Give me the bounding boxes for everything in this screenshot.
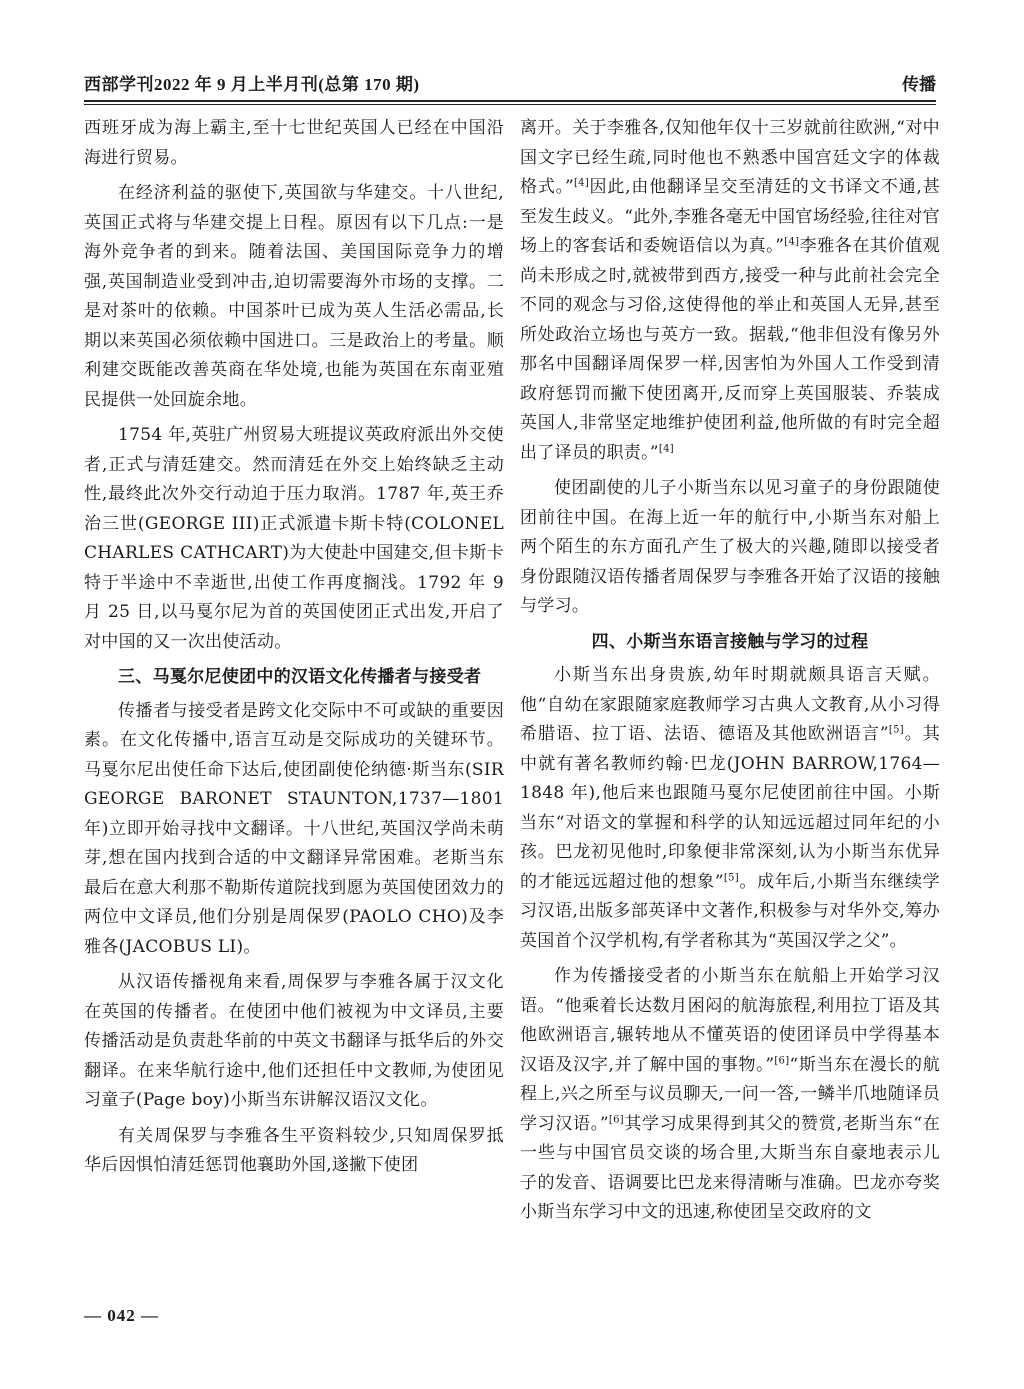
paragraph: 从汉语传播视角来看,周保罗与李雅各属于汉文化在英国的传播者。在使团中他们被视为中文译员,主要传播活动是负责赴华前的中英文书翻译与抵华后的外交翻译。在来华航行途中,他们还担任中文教师,为使团见习童子(Page boy)小斯当东讲解汉语汉文化。 (84, 972, 504, 1110)
text-run: 。其中就有著名教师约翰·巴龙(JOHN BARROW,1764—1848 年),他后来也跟随马戛尔尼使团前往中国。小斯当东“对语文的掌握和科学的认知远远超过同年纪的小孩。巴龙初见他时,印象便非常深刻,认为小斯当东优异的才能远远超过他的想象” (520, 724, 940, 892)
paragraph (520, 962, 940, 1228)
left-column (84, 114, 504, 1187)
paragraph: 1754 年,英驻广州贸易大班提议英政府派出外交使者,正式与清廷建交。然而清廷在外交上始终缺乏主动性,最终此次外交行动迫于压力取消。1787 年,英王乔治三世(GEORGE III)正式派遣卡斯卡特(COLONEL CHARLES CATHCART)为大使赴中国建交,但卡斯卡特于半途中不幸逝世,出使工作再度搁浅。1792 年 9 月 25 日,以马戛尔尼为首的英国使团正式出发,开启了对中国的又一次出使活动。 (84, 425, 504, 652)
section-heading: 三、马戛尔尼使团中的汉语文化传播者与接受者 (118, 667, 482, 687)
text-run: 李雅各在其价值观尚未形成之时,就被带到西方,接受一种与此前社会完全不同的观念与习俗,这使得他的举止和英国人无异,甚至所处政治立场也与英方一致。据载,“他非但没有像另外那名中国翻译周保罗一样,因害怕为外国人工作受到清政府惩罚而撇下使团离开,反而穿上英国服装、乔装成英国人,非常坚定地维护使团利益,他所做的有时完全超出了译员的职责。” (520, 236, 940, 463)
paragraph: 传播者与接受者是跨文化交际中不可或缺的重要因素。在文化传播中,语言互动是交际成功的关键环节。马戛尔尼出使任命下达后,使团副使伦纳德·斯当东(SIR GEORGE BARONET STAUNTON,1737—1801 年)立即开始寻找中文翻译。十八世纪,英国汉学尚未萌芽,想在国内找到合适的中文翻译异常困难。老斯当东最后在意大利那不勒斯传道院找到愿为英国使团效力的两位中文译员,他们分别是周保罗(PAOLO CHO)及李雅各(JACOBUS LI)。 (84, 700, 504, 957)
text-run: 作为传播接受者的小斯当东在航船上开始学习汉语。“他乘着长达数月困闷的航海旅程,利用拉丁语及其他欧洲语言,辗转地从不懂英语的使团译员中学得基本汉语及汉字,并了解中国的事物。” (520, 966, 940, 1075)
citation: [6] (608, 1113, 624, 1125)
text-run: 因此,由他翻译呈交至清廷的文书译文不通,甚至发生歧义。“此外,李雅各毫无中国官场经验,往往对官场上的客套话和委婉语信以为真。” (520, 177, 940, 256)
citation: [5] (888, 724, 904, 736)
text-run: 小斯当东出身贵族,幼年时期就颇具语言天赋。他“自幼在家跟随家庭教师学习古典人文教育,从小习得希腊语、拉丁语、法语、德语及其他欧洲语言” (520, 665, 940, 744)
citation: [4] (573, 177, 590, 189)
citation: [4] (784, 236, 800, 248)
citation: [4] (658, 442, 674, 454)
paragraph: 西班牙成为海上霸主,至十七世纪英国人已经在中国沿海进行贸易。 (84, 118, 504, 168)
journal-title: 西部学刊2022 年 9 月上半月刊(总第 170 期) (84, 75, 420, 94)
paragraph: 有关周保罗与李雅各生平资料较少,只知周保罗抵华后因惧怕清廷惩罚他襄助外国,遂撇下使团 (84, 1125, 504, 1175)
paragraph: 使团副使的儿子小斯当东以见习童子的身份跟随使团前往中国。在海上近一年的航行中,小斯当东对船上两个陌生的东方面孔产生了极大的兴趣,随即以接受者身份跟随汉语传播者周保罗与李雅各开始了汉语的接触与学习。 (520, 478, 940, 616)
paragraph (520, 661, 940, 956)
text-run: “斯当东在漫长的航程上,兴之所至与议员聊天,一问一答,一鳞半爪地随译员学习汉语。” (520, 1054, 941, 1134)
text-run: 。成年后,小斯当东继续学习汉语,出版多部英译中文著作,积极参与对华外交,筹办英国首个汉学机构,有学者称其为“英国汉学之父”。 (520, 871, 940, 951)
paragraph: 在经济利益的驱使下,英国欲与华建交。十八世纪,英国正式将与华建交提上日程。原因有以下几点:一是海外竞争者的到来。随着法国、美国国际竞争力的增强,英国制造业受到冲击,迫切需要海外市场的支撑。二是对茶叶的依赖。中国茶叶已成为英人生活必需品,长期以来英国必须依赖中国进口。三是政治上的考量。顺利建交既能改善英商在华处境,也能为英国在东南亚殖民提供一处回旋余地。 (84, 183, 504, 410)
running-header (84, 66, 936, 96)
text-run: 其学习成果得到其父的赞赏,老斯当东“在一些与中国官员交谈的场合里,大斯当东自豪地表示儿子的发音、语调要比巴龙来得清晰与准确。巴龙亦夸奖小斯当东学习中文的迅速,称使团呈交政府的文 (520, 1113, 941, 1222)
right-column (520, 114, 940, 1234)
page-number: — 042 — (84, 1306, 159, 1325)
section-heading: 四、小斯当东语言接触与学习的过程 (591, 631, 869, 652)
citation: [5] (723, 871, 739, 883)
text-run: 离开。关于李雅各,仅知他年仅十三岁就前往欧洲,“对中国文字已经生疏,同时他也不熟悉中国宫廷文字的体裁格式。” (520, 118, 940, 197)
section-label: 传播 (902, 75, 936, 94)
paragraph (520, 114, 940, 468)
header-rule (84, 100, 936, 105)
citation: [6] (774, 1054, 790, 1066)
